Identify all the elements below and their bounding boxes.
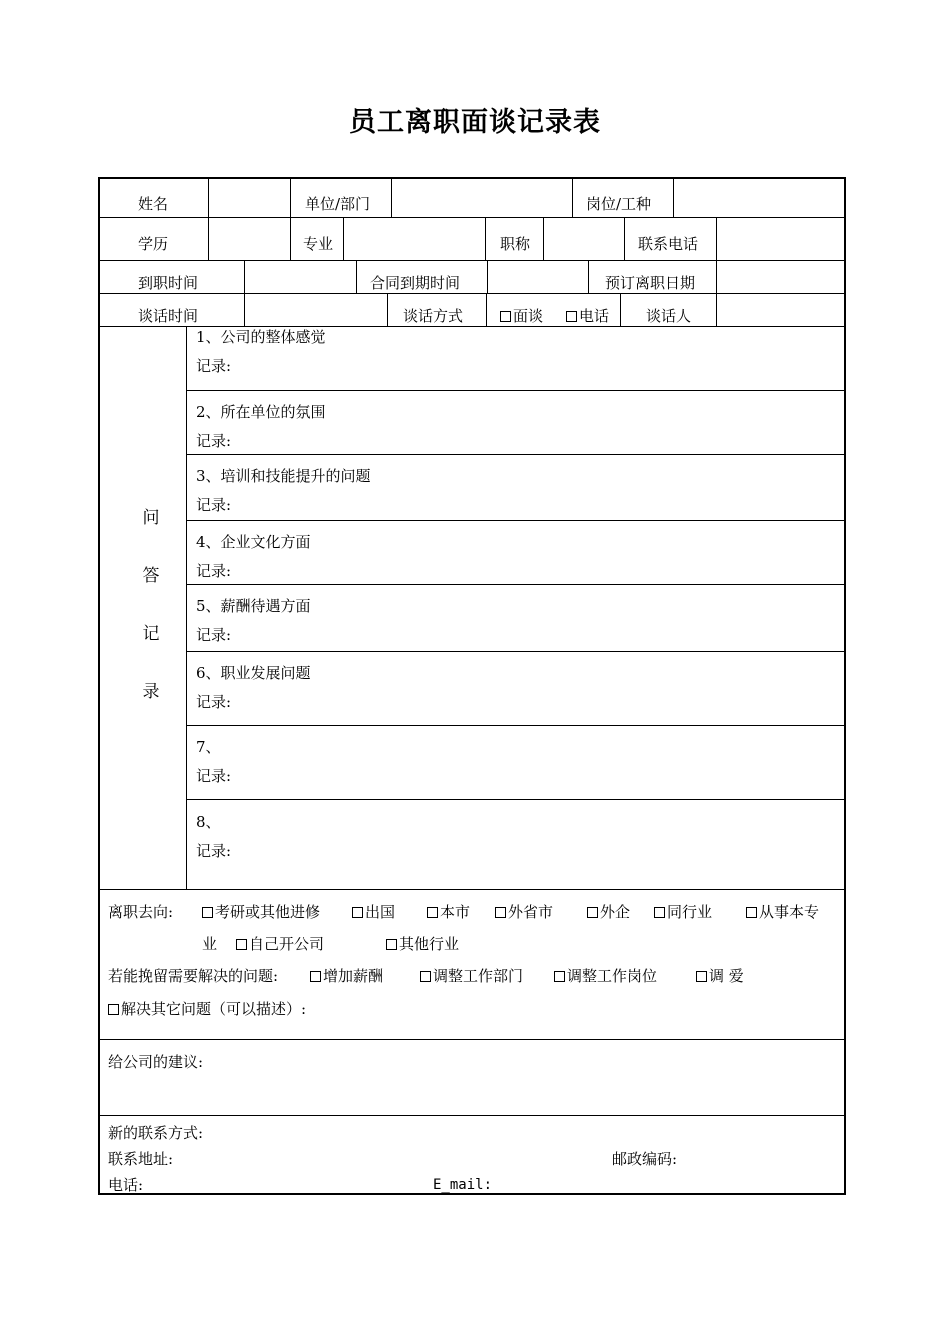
suggestion-field[interactable] [220,1045,840,1111]
checkbox-icon [427,907,438,918]
page-title: 员工离职面谈记录表 [349,107,601,138]
record-label: 记录: [196,357,232,375]
leave-date-label: 预订离职日期 [605,274,696,292]
checkbox-icon [386,939,397,950]
email-field[interactable] [500,1173,840,1193]
address-field[interactable] [184,1147,604,1169]
retention-label: 若能挽留需要解决的问题: [108,967,279,985]
destination-option[interactable] [352,903,395,921]
talk-time-label: 谈话时间 [138,307,199,325]
record-label: 记录: [196,626,232,644]
talker-label: 谈话人 [646,307,692,325]
suggestion-label: 给公司的建议: [108,1053,204,1071]
record-field-4[interactable] [250,559,840,581]
checkbox-icon [202,907,213,918]
contract-end-label: 合同到期时间 [370,274,461,292]
dept-field[interactable] [393,182,570,215]
destination-option[interactable] [495,903,553,921]
method-face-checkbox[interactable] [500,307,543,325]
question-8: 8、 [196,813,221,831]
question-4: 4、企业文化方面 [196,533,311,551]
destination-continuation: 业 [202,935,218,953]
option-label: 从事本专 [759,903,820,921]
record-label: 记录: [196,432,232,450]
checkbox-icon [495,907,506,918]
record-field-5[interactable] [250,623,840,648]
record-field-2[interactable] [250,429,840,451]
talk-method-label: 谈话方式 [403,307,464,325]
tel-label: 电话: [108,1176,144,1194]
destination-option[interactable] [427,903,470,921]
option-label: 同行业 [667,903,713,921]
option-label: 调整工作岗位 [567,967,658,985]
destination-option[interactable] [386,935,459,953]
leave-date-field[interactable] [718,262,842,291]
retention-other-option[interactable] [108,1000,306,1018]
checkbox-icon [310,971,321,982]
checkbox-icon [500,311,511,322]
checkbox-icon [108,1004,119,1015]
question-6: 6、职业发展问题 [196,664,311,682]
destination-option[interactable] [236,935,324,953]
zip-field[interactable] [692,1147,840,1169]
record-label: 记录: [196,693,232,711]
contract-end-field[interactable] [489,262,586,291]
checkbox-icon [352,907,363,918]
question-3: 3、培训和技能提升的问题 [196,467,371,485]
position-field[interactable] [675,182,842,215]
option-label: 本市 [440,903,471,921]
option-label: 外省市 [508,903,554,921]
destination-option[interactable] [587,903,630,921]
contact-label: 新的联系方式: [108,1124,204,1142]
option-label: 出国 [365,903,396,921]
retention-option[interactable] [696,967,744,985]
name-field[interactable] [210,182,288,215]
address-label: 联系地址: [108,1150,174,1168]
destination-option[interactable] [202,903,320,921]
destination-label: 离职去向: [108,903,174,921]
talk-time-field[interactable] [246,295,385,324]
name-label: 姓名 [138,195,169,213]
option-label: 增加薪酬 [323,967,384,985]
checkbox-icon [654,907,665,918]
email-label: E_mail: [433,1177,493,1193]
option-label: 自己开公司 [249,935,325,953]
education-label: 学历 [138,235,169,253]
exit-interview-form [98,177,846,1195]
retention-option[interactable] [554,967,657,985]
record-label: 记录: [196,767,232,785]
record-label: 记录: [196,496,232,514]
phone-label: 联系电话 [638,235,699,253]
method-face-label: 面谈 [513,307,544,325]
checkbox-icon [236,939,247,950]
talker-field[interactable] [718,295,842,324]
question-2: 2、所在单位的氛围 [196,403,326,421]
job-title-field[interactable] [545,219,622,258]
dept-label: 单位/部门 [305,195,371,213]
position-label: 岗位/工种 [586,195,652,213]
checkbox-icon [746,907,757,918]
method-phone-label: 电话 [579,307,610,325]
question-1: 1、公司的整体感觉 [196,328,326,346]
job-title-label: 职称 [500,235,531,253]
record-field-8[interactable] [250,837,840,885]
phone-field[interactable] [718,219,842,258]
option-label: 外企 [600,903,631,921]
destination-option[interactable] [746,903,819,921]
checkbox-icon [420,971,431,982]
retention-option[interactable] [310,967,383,985]
qa-side-label-char: 记 [142,624,160,644]
record-label: 记录: [196,842,232,860]
education-field[interactable] [210,219,288,258]
checkbox-icon [554,971,565,982]
record-field-6[interactable] [250,689,840,722]
method-phone-checkbox[interactable] [566,307,609,325]
major-label: 专业 [303,235,334,253]
question-7: 7、 [196,738,221,756]
option-label: 解决其它问题（可以描述）: [121,1000,307,1018]
option-label: 其他行业 [399,935,460,953]
qa-side-label-char: 录 [142,682,160,702]
checkbox-icon [587,907,598,918]
retention-option[interactable] [420,967,523,985]
major-field[interactable] [345,219,483,258]
qa-side-label-char: 问 [142,508,160,528]
record-field-3[interactable] [250,493,840,517]
hire-date-label: 到职时间 [138,274,199,292]
hire-date-field[interactable] [246,262,354,291]
zip-label: 邮政编码: [612,1150,678,1168]
option-label: 考研或其他进修 [215,903,321,921]
record-field-1[interactable] [250,355,840,385]
qa-side-label-char: 答 [142,566,160,586]
option-label: 调 爱 [709,967,744,985]
record-field-7[interactable] [250,763,840,796]
checkbox-icon [696,971,707,982]
tel-field[interactable] [156,1173,426,1193]
question-5: 5、薪酬待遇方面 [196,597,311,615]
option-label: 调整工作部门 [433,967,524,985]
destination-option[interactable] [654,903,712,921]
checkbox-icon [566,311,577,322]
record-label: 记录: [196,562,232,580]
